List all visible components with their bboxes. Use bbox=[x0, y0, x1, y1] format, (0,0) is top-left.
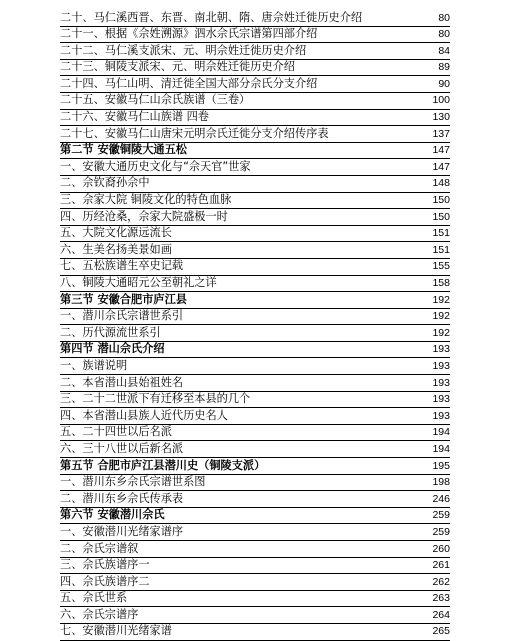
toc-entry-page-number: 192 bbox=[432, 310, 450, 323]
toc-entry-title: 二十五、安徽马仁山佘氏族谱（三卷） bbox=[60, 93, 251, 107]
toc-entry-title: 二十一、根据《佘姓溯源》泗水佘氏宗谱第四部介绍 bbox=[60, 27, 318, 41]
toc-entry bbox=[60, 309, 450, 326]
toc-entry bbox=[60, 624, 450, 641]
toc-entry bbox=[60, 242, 450, 259]
toc-entry bbox=[60, 110, 450, 127]
toc-entry-title: 二、潜川东乡佘氏传承表 bbox=[60, 491, 184, 505]
toc-entry-title: 一、族谱说明 bbox=[60, 358, 128, 372]
toc-entry bbox=[60, 408, 450, 425]
toc-entry-title: 五、大院文化源远流长 bbox=[60, 226, 172, 240]
toc-entry-title: 二十三、铜陵支派宋、元、明佘姓迁徙历史介绍 bbox=[60, 60, 295, 74]
toc-section-heading bbox=[60, 143, 450, 160]
toc-entry-page-number: 259 bbox=[432, 525, 450, 538]
toc-entry bbox=[60, 607, 450, 624]
toc-entry bbox=[60, 574, 450, 591]
toc-entry bbox=[60, 425, 450, 442]
toc-entry-title: 一、安徽潜川光绪家谱序 bbox=[60, 524, 184, 538]
toc-section-heading bbox=[60, 342, 450, 359]
toc-entry bbox=[60, 475, 450, 492]
toc-entry-title: 四、本省潜山县族人近代历史名人 bbox=[60, 408, 228, 422]
toc-entry-title: 第三节 安徽合肥市庐江县 bbox=[60, 292, 187, 306]
toc-entry bbox=[60, 358, 450, 375]
toc-entry-title: 一、安徽大通历史文化与“佘天官”世家 bbox=[60, 159, 251, 173]
toc-entry-page-number: 80 bbox=[438, 11, 450, 24]
toc-entry-title: 二十七、安徽马仁山唐宋元明佘氏迁徙分支介绍传序表 bbox=[60, 126, 329, 140]
table-of-contents bbox=[60, 10, 450, 641]
toc-entry-title: 三、二十二世派下有迁移至本县的几个 bbox=[60, 392, 251, 406]
toc-entry bbox=[60, 441, 450, 458]
toc-entry-page-number: 193 bbox=[432, 376, 450, 389]
toc-entry-page-number: 192 bbox=[432, 293, 450, 306]
toc-entry-page-number: 192 bbox=[432, 326, 450, 339]
toc-entry-title: 四、历经沧桑，佘家大院盛极一时 bbox=[60, 209, 228, 223]
toc-entry bbox=[60, 541, 450, 558]
toc-entry-title: 一、潜川佘氏宗谱世系引 bbox=[60, 309, 184, 323]
toc-entry bbox=[60, 591, 450, 608]
toc-entry-page-number: 151 bbox=[432, 243, 450, 256]
toc-entry-title: 六、三十八世以后新名派 bbox=[60, 441, 184, 455]
toc-entry-page-number: 80 bbox=[438, 28, 450, 41]
toc-entry bbox=[60, 43, 450, 60]
toc-entry-title: 二、佘钦裔孙佘中 bbox=[60, 176, 150, 190]
toc-entry-page-number: 155 bbox=[432, 260, 450, 273]
toc-entry-title: 六、佘氏宗谱序 bbox=[60, 607, 139, 621]
toc-entry-title: 六、生美名扬美景如画 bbox=[60, 242, 172, 256]
toc-entry-title: 第五节 合肥市庐江县潜川史（铜陵支派） bbox=[60, 458, 266, 472]
toc-entry bbox=[60, 325, 450, 342]
toc-entry-title: 七、五松族谱生卒史记载 bbox=[60, 259, 184, 273]
toc-section-heading bbox=[60, 508, 450, 525]
toc-entry bbox=[60, 375, 450, 392]
toc-entry-title: 三、佘氏族谱序一 bbox=[60, 558, 150, 572]
toc-entry-title: 二十四、马仁山明、清迁徙全国大部分佘氏分支介绍 bbox=[60, 76, 318, 90]
toc-entry-page-number: 260 bbox=[432, 542, 450, 555]
toc-entry bbox=[60, 27, 450, 44]
toc-entry bbox=[60, 491, 450, 508]
toc-entry-title: 二、历代源流世系引 bbox=[60, 325, 161, 339]
toc-entry bbox=[60, 259, 450, 276]
toc-entry-title: 四、佘氏族谱序二 bbox=[60, 574, 150, 588]
toc-entry-page-number: 89 bbox=[438, 61, 450, 74]
toc-entry-page-number: 150 bbox=[432, 210, 450, 223]
toc-entry-page-number: 147 bbox=[432, 160, 450, 173]
toc-section-heading bbox=[60, 292, 450, 309]
toc-entry-page-number: 194 bbox=[432, 442, 450, 455]
toc-entry-page-number: 151 bbox=[432, 227, 450, 240]
toc-entry bbox=[60, 126, 450, 143]
toc-entry bbox=[60, 558, 450, 575]
toc-entry bbox=[60, 209, 450, 226]
toc-entry bbox=[60, 226, 450, 243]
toc-section-heading bbox=[60, 458, 450, 475]
toc-entry bbox=[60, 193, 450, 210]
toc-entry bbox=[60, 10, 450, 27]
toc-entry-page-number: 150 bbox=[432, 194, 450, 207]
toc-entry-title: 二、本省潜山县始祖姓名 bbox=[60, 375, 184, 389]
toc-entry bbox=[60, 392, 450, 409]
toc-entry-title: 三、佘家大院 铜陵文化的特色血脉 bbox=[60, 193, 232, 207]
toc-entry-title: 五、二十四世以后名派 bbox=[60, 425, 172, 439]
toc-entry-page-number: 158 bbox=[432, 277, 450, 289]
toc-entry bbox=[60, 176, 450, 193]
toc-entry-title: 一、潜川东乡佘氏宗谱世系图 bbox=[60, 475, 206, 489]
toc-entry bbox=[60, 60, 450, 77]
toc-entry bbox=[60, 524, 450, 541]
toc-entry bbox=[60, 76, 450, 93]
toc-entry-page-number: 261 bbox=[432, 559, 450, 572]
toc-entry-page-number: 259 bbox=[432, 509, 450, 522]
toc-entry-page-number: 198 bbox=[432, 476, 450, 489]
toc-entry-page-number: 264 bbox=[432, 608, 450, 621]
toc-entry-page-number: 263 bbox=[432, 592, 450, 605]
toc-entry-title: 二、佘氏宗谱叙 bbox=[60, 541, 139, 555]
toc-entry-title: 七、安徽潜川光绪家谱 bbox=[60, 624, 172, 638]
toc-entry-page-number: 193 bbox=[432, 393, 450, 406]
toc-entry-page-number: 262 bbox=[432, 575, 450, 588]
toc-entry-title: 二十二、马仁溪支派宋、元、明佘姓迁徙历史介绍 bbox=[60, 43, 307, 57]
toc-entry bbox=[60, 93, 450, 110]
toc-entry-title: 五、佘氏世系 bbox=[60, 591, 128, 605]
toc-entry-page-number: 193 bbox=[432, 359, 450, 372]
toc-entry-page-number: 195 bbox=[432, 459, 450, 472]
toc-entry-page-number: 193 bbox=[432, 343, 450, 356]
toc-entry-title: 八、铜陵大通昭元公至朝礼之详 bbox=[60, 276, 217, 289]
toc-entry-page-number: 193 bbox=[432, 409, 450, 422]
toc-entry-page-number: 84 bbox=[438, 44, 450, 57]
toc-entry-title: 二十六、安徽马仁山族谱 四卷 bbox=[60, 110, 209, 124]
toc-entry-page-number: 147 bbox=[432, 144, 450, 157]
toc-entry-page-number: 194 bbox=[432, 426, 450, 439]
toc-entry-title: 第四节 潜山佘氏介绍 bbox=[60, 342, 165, 356]
toc-entry-page-number: 148 bbox=[432, 177, 450, 190]
toc-entry-page-number: 137 bbox=[432, 127, 450, 140]
toc-entry bbox=[60, 159, 450, 176]
toc-entry-page-number: 90 bbox=[438, 77, 450, 90]
toc-entry-title: 二十、马仁溪西晋、东晋、南北朝、隋、唐佘姓迁徙历史介绍 bbox=[60, 10, 363, 24]
toc-entry-page-number: 265 bbox=[432, 625, 450, 638]
toc-entry bbox=[60, 276, 450, 293]
toc-entry-title: 第六节 安徽潜川佘氏 bbox=[60, 508, 165, 522]
toc-entry-title: 第二节 安徽铜陵大通五松 bbox=[60, 143, 187, 157]
toc-entry-page-number: 246 bbox=[432, 492, 450, 505]
toc-entry-page-number: 130 bbox=[432, 111, 450, 124]
toc-entry-page-number: 100 bbox=[432, 94, 450, 107]
